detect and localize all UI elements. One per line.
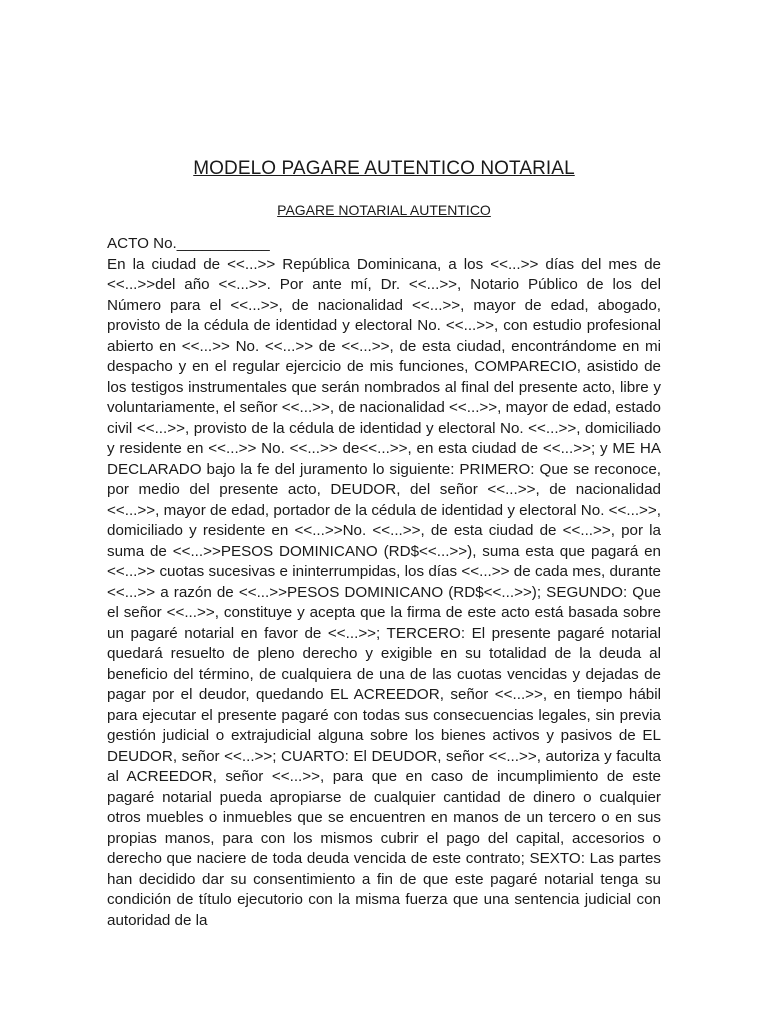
document-title: MODELO PAGARE AUTENTICO NOTARIAL <box>193 158 575 179</box>
document-body-paragraph: En la ciudad de <<...>> República Dominicana, a los <<...>> días del mes de <<...>>del año <<...>>. Por ante mí, Dr. <<...>>, Notario Público de los del Número para el <<...>>, de nacionalidad <<...>>, mayor de edad, abogado, provisto de la cédula de identidad y electoral No. <<...>>, con estudio profesional abierto en <<...>> No. <<...>> de <<...>>, de esta ciudad, encontrándome en mi despacho y en el regular ejercicio de mis funciones, COMPARECIO, asistido de los testigos instrumentales que serán nombrados al final del presente acto, libre y voluntariamente, el señor <<...>>, de nacionalidad <<...>>, mayor de edad, estado civil <<...>>, provisto de la cédula de identidad y electoral No. <<...>>, domiciliado y residente en <<...>> No. <<...>> de<<...>>, en esta ciudad de <<...>>; y ME HA DECLARADO bajo la fe del juramento lo siguiente: PRIMERO: Que se reconoce, por medio del presente acto, DEUDOR, del señor <<...>>, de nacionalidad <<...>>, mayor de edad, portador de la cédula de identidad y electoral No. <<...>>, domiciliado y residente en <<...>>No. <<...>>, de esta ciudad de <<...>>, por la suma de <<...>>PESOS DOMINICANO (RD$<<...>>), suma esta que pagará en <<...>> cuotas sucesivas e ininterrumpidas, los días <<...>> de cada mes, durante <<...>> a razón de <<...>>PESOS DOMINICANO (RD$<<...>>); SEGUNDO: Que el señor <<...>>, constituye y acepta que la firma de este acto está basada sobre un pagaré notarial en favor de <<...>>; TERCERO: El presente pagaré notarial quedará resuelto de pleno derecho y exigible en su totalidad de la deuda al beneficio del término, de cualquiera de una de las cuotas vencidas y dejadas de pagar por el deudor, quedando EL ACREEDOR, señor <<...>>, en tiempo hábil para ejecutar el presente pagaré con todas sus consecuencias legales, sin previa gestión judicial o extrajudicial alguna sobre los bienes activos y pasivos de EL DEUDOR, señor <<...>>; CUARTO: El DEUDOR, señor <<...>>, autoriza y faculta al ACREEDOR, señor <<...>>, para que en caso de incumplimiento de este pagaré notarial pueda apropiarse de cualquier cantidad de dinero o cualquier otros muebles o inmuebles que se encuentren en manos de un tercero o en sus propias manos, para con los mismos cubrir el pago del capital, accesorios o derecho que naciere de toda deuda vencida de este contrato; SEXTO: Las partes han decidido dar su consentimiento a fin de que este pagaré notarial tenga su condición de título ejecutorio con la misma fuerza que una sentencia judicial con autoridad de la <box>107 255 661 929</box>
document-subtitle: PAGARE NOTARIAL AUTENTICO <box>277 202 491 218</box>
acto-number-line: ACTO No.___________ <box>107 235 270 252</box>
